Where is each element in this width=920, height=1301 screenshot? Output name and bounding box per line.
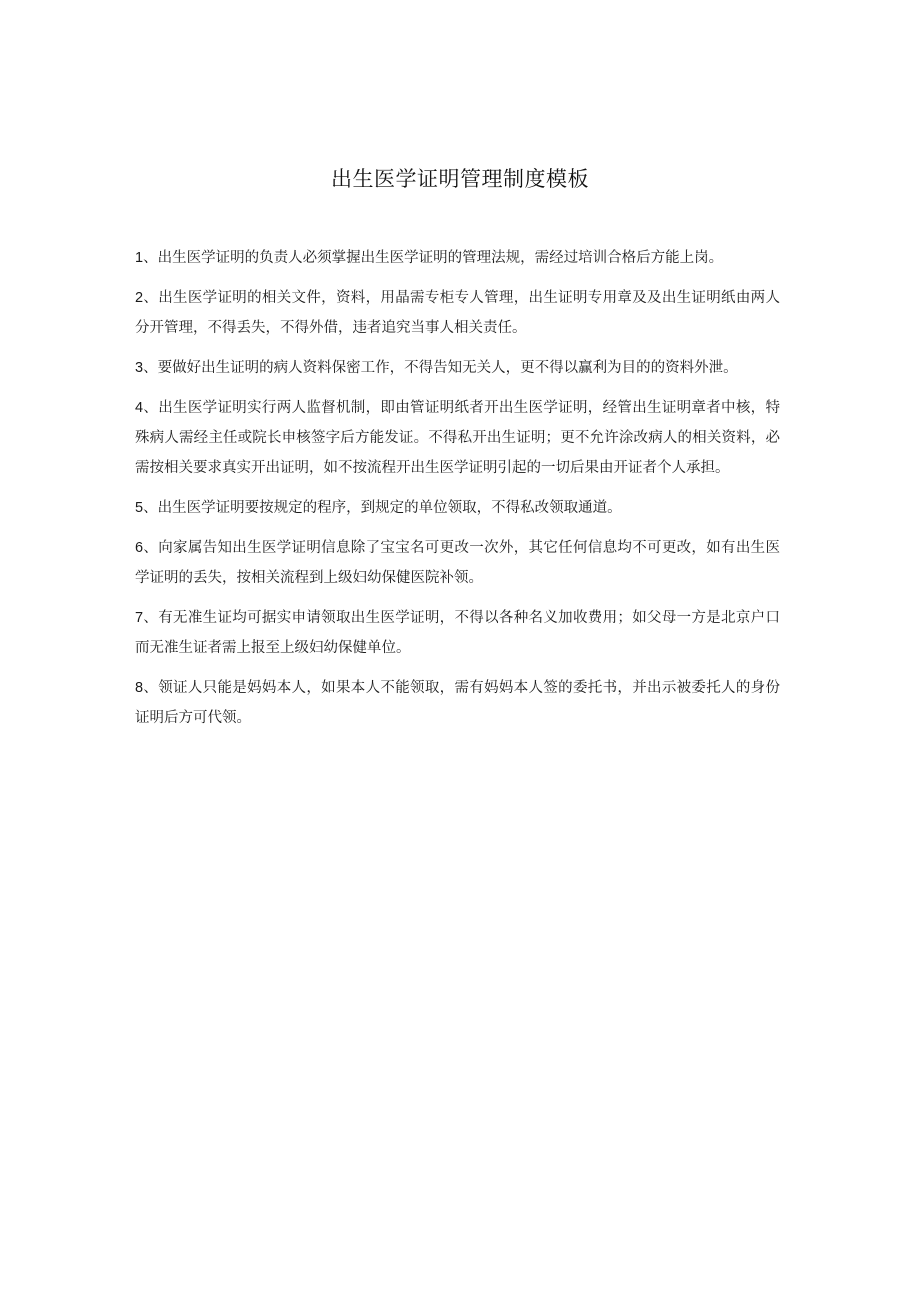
clause-text: 出生医学证明的负责人必须掌握出生医学证明的管理法规，需经过培训合格后方能上岗。 xyxy=(157,250,724,266)
clause-list xyxy=(135,243,780,743)
clause-item-4 xyxy=(135,393,780,483)
clause-item-1 xyxy=(135,243,780,273)
clause-number: 4、 xyxy=(135,400,159,416)
clause-number: 1、 xyxy=(135,250,158,266)
clause-item-2 xyxy=(135,283,780,343)
clause-number: 5、 xyxy=(135,500,158,516)
clause-text: 出生医学证明实行两人监督机制，即由管证明纸者开出生医学证明，经管出生证明章者中核，特殊病人需经主任或院长申核签字后方能发证。不得私开出生证明；更不允许涂改病人的相关资料，必需按相关要求真实开出证明，如不按流程开出生医学证明引起的一切后果由开证者个人承担。 xyxy=(135,400,780,476)
clause-text: 要做好出生证明的病人资料保密工作，不得告知无关人，更不得以赢利为目的的资料外泄。 xyxy=(157,360,738,376)
clause-text: 向家属告知出生医学证明信息除了宝宝名可更改一次外，其它任何信息均不可更改，如有出生医学证明的丢失，按相关流程到上级妇幼保健医院补领。 xyxy=(135,540,780,586)
clause-text: 出生医学证明要按规定的程序，到规定的单位领取，不得私改领取通道。 xyxy=(157,500,622,516)
document-title: 出生医学证明管理制度模板 xyxy=(331,167,589,191)
clause-text: 有无准生证均可据实申请领取出生医学证明，不得以各种名义加收费用；如父母一方是北京户口而无准生证者需上报至上级妇幼保健单位。 xyxy=(135,610,780,656)
clause-item-7 xyxy=(135,603,780,663)
clause-text: 领证人只能是妈妈本人，如果本人不能领取，需有妈妈本人签的委托书，并出示被委托人的身份证明后方可代领。 xyxy=(135,680,780,726)
clause-number: 3、 xyxy=(135,360,158,376)
clause-item-8 xyxy=(135,673,780,733)
clause-number: 8、 xyxy=(135,680,159,696)
clause-text: 出生医学证明的相关文件，资料，用晶需专柜专人管理，出生证明专用章及及出生证明纸由两人分开管理，不得丢失，不得外借，违者追究当事人相关责任。 xyxy=(135,290,780,336)
clause-number: 6、 xyxy=(135,540,159,556)
clause-item-6 xyxy=(135,533,780,593)
clause-item-3 xyxy=(135,353,780,383)
clause-number: 7、 xyxy=(135,610,159,626)
clause-number: 2、 xyxy=(135,290,159,306)
clause-item-5 xyxy=(135,493,780,523)
